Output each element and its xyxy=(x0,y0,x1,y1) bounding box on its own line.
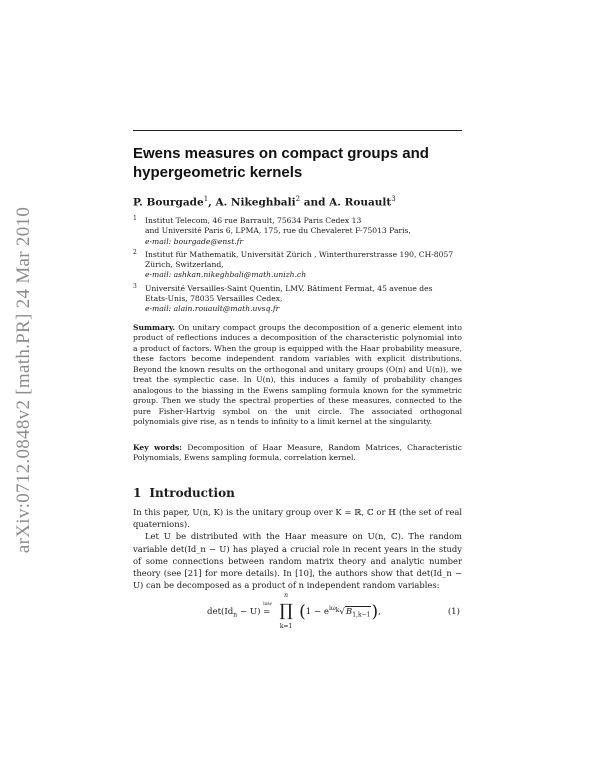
paragraph: Let U be distributed with the Haar measure on U(n, ℂ). The random variable det(Id_n − U) has played a crucial role in recent years in the study of some connections between random matrix theory and analytic number theory (see [21] for more details). In [10], the authors show that det(Id_n − U) can be decomposed as a product of n independent random variables: xyxy=(133,531,462,591)
keywords-label: Key words: xyxy=(133,443,183,452)
equation-body xyxy=(207,592,381,630)
eq-radicand: $B_{1,k-1}$ xyxy=(345,607,371,619)
equation-number: (1) xyxy=(447,607,460,617)
equation-1 xyxy=(133,592,462,630)
affiliation-line: Zürich, Switzerland, xyxy=(145,260,224,270)
author-name: A. Nikeghbali xyxy=(215,196,296,209)
author-name: A. Rouault xyxy=(329,196,392,209)
eq-relation-label: law xyxy=(263,601,273,607)
eq-product xyxy=(276,592,296,630)
eq-sqrt: $√B_{1,k-1}$ xyxy=(339,607,371,619)
author-mark: 2 xyxy=(295,195,301,203)
arxiv-margin-stamp xyxy=(4,180,44,580)
paper-title: Ewens measures on compact groups and hypergeometric kernels xyxy=(133,145,429,181)
arxiv-identifier: arXiv:0712.0848v2 [math.PR] 24 Mar 2010 xyxy=(13,206,34,554)
affiliation-line: Institut Telecom, 46 rue Barrault, 75634 Paris Cedex 13 xyxy=(145,216,362,225)
affiliation-email: e-mail: ashkan.nikeghbali@math.unizh.ch xyxy=(145,270,307,280)
section-title: Introduction xyxy=(149,486,235,500)
affiliation-number: 2 xyxy=(133,248,137,256)
author-separator: , xyxy=(208,196,216,209)
section-heading xyxy=(133,485,462,501)
affiliation-number: 1 xyxy=(133,215,137,222)
affiliation-line: Etats-Unis, 78035 Versailles Cedex, xyxy=(145,294,283,304)
affiliation-list xyxy=(133,216,462,318)
eq-exponent: iωk xyxy=(328,605,340,615)
paragraph: In this paper, U(n, K) is the unitary group over K = ℝ, ℂ or ℍ (the set of real quaternions). xyxy=(133,507,462,530)
abstract-label: Summary. xyxy=(133,323,176,332)
eq-prod-bottom: k=1 xyxy=(279,623,293,630)
affiliation-line: Institut für Mathematik, Universität Zürich , Winterthurerstrasse 190, CH-8057 xyxy=(145,249,454,259)
eq-relation xyxy=(263,601,273,617)
eq-trailer: , xyxy=(378,607,381,617)
body-text xyxy=(133,506,462,591)
affiliation-line: and Université Paris 6, LPMA, 175, rue du Chevaleret F-75013 Paris, xyxy=(145,226,411,236)
eq-lhs-sub: n xyxy=(233,611,238,619)
keywords-text: Decomposition of Haar Measure, Random Matrices, Characteristic Polynomials, Ewens sampling formula, correlation kernel. xyxy=(133,443,462,463)
affiliation xyxy=(133,250,462,281)
affiliation-line: Université Versailles-Saint Quentin, LMV, Bâtiment Fermat, 45 avenue des xyxy=(145,283,433,293)
eq-lhs-end: − U) xyxy=(237,607,261,617)
eq-open-paren: ( xyxy=(299,602,306,622)
author-mark: 3 xyxy=(391,195,396,203)
eq-prod-top: n xyxy=(284,592,289,599)
affiliation xyxy=(133,284,462,315)
eq-prod-symbol: ∏ xyxy=(279,601,293,621)
affiliation-number: 3 xyxy=(133,282,137,290)
author-separator: and xyxy=(300,196,330,209)
title-rule xyxy=(133,130,462,131)
affiliation xyxy=(133,216,462,247)
affiliation-email: e-mail: alain.rouault@math.uvsq.fr xyxy=(145,304,280,314)
affiliation-email: e-mail: bourgade@enst.fr xyxy=(145,236,244,246)
abstract-text: On unitary compact groups the decomposition of a generic element into product of reflections induces a decomposition of the characteristic polynomial into a product of factors. When the group is equipped with the Haar probability measure, these factors become independent random variables with explicit distributions. Beyond the known results on the orthogonal and unitary groups (O(n) and U(n)), we treat the symplectic case. In U(n), this induces a family of probability changes analogous to the biassing in the Ewens sampling formula known for the symmetric group. Then we study the spectral properties of these measures, connected to the pure Fisher-Hartvig symbol on the unit circle. The associated orthogonal polynomials give rise, as n tends to infinity to a limit kernel at the singularity. xyxy=(133,323,462,427)
eq-close-paren: ) xyxy=(371,602,379,622)
eq-lhs: det(Id xyxy=(207,607,234,617)
author-mark: 1 xyxy=(203,195,209,203)
section-number: 1 xyxy=(133,486,142,500)
author-name: P. Bourgade xyxy=(133,196,204,209)
abstract xyxy=(133,323,462,428)
keywords xyxy=(133,443,462,464)
author-list xyxy=(133,192,462,210)
eq-relation-symbol: = xyxy=(263,607,271,617)
eq-term: 1 − e xyxy=(305,607,329,617)
